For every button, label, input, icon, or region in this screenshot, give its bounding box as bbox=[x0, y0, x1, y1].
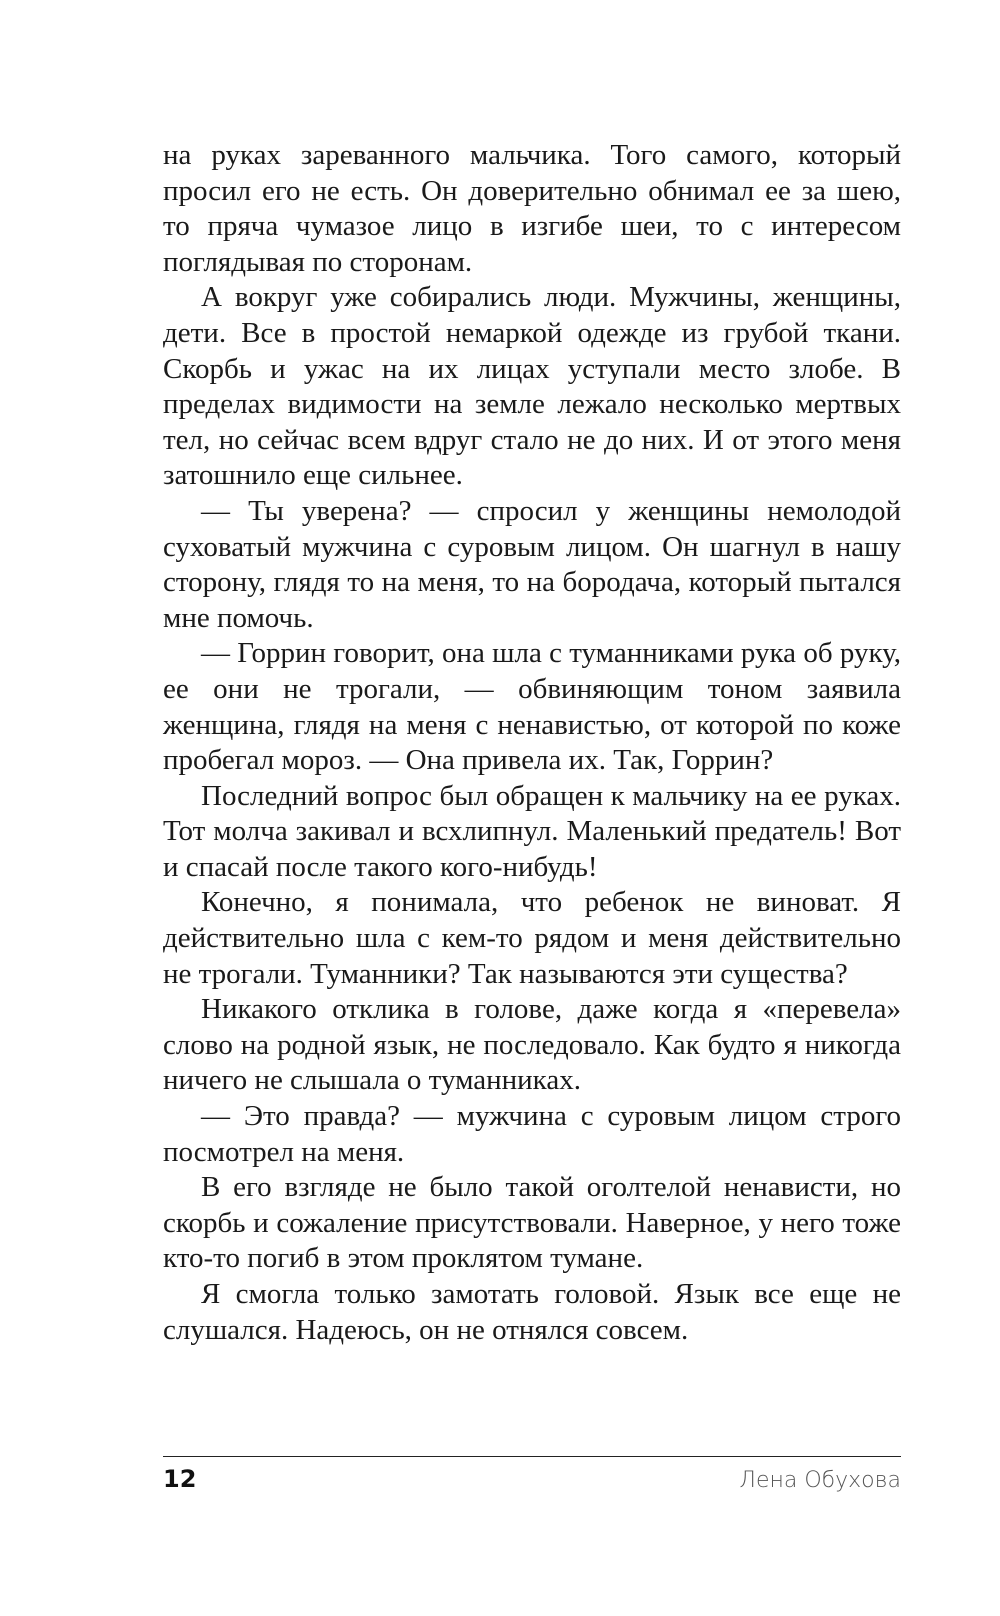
paragraph-6: Конечно, я понимала, что ребенок не виноват. Я действительно шла с кем-то рядом и меня действительно не трогали. Туманники? Так называются эти существа? bbox=[163, 886, 901, 990]
paragraph-8: — Это правда? — мужчина с суровым лицом строго посмотрел на меня. bbox=[163, 1100, 901, 1168]
paragraph-1: на руках зареванного мальчика. Того самого, который просил его не есть. Он доверительно обнимал ее за шею, то пряча чумазое лицо в изгибе шеи, то с интересом поглядывая по сторонам. bbox=[163, 139, 901, 278]
body-text bbox=[163, 138, 901, 1348]
paragraph-4: — Горрин говорит, она шла с туманниками рука об руку, ее они не трогали, — обвиняющим тоном заявила женщина, глядя на меня с ненавистью, от которой по коже пробегал мороз. — Она привела их. Так, Горрин? bbox=[163, 637, 901, 777]
page-footer bbox=[163, 1456, 901, 1493]
footer-rule bbox=[163, 1456, 901, 1457]
running-head-author: Лена Обухова bbox=[739, 1468, 901, 1493]
footer-row bbox=[163, 1465, 901, 1493]
paragraph-9: В его взгляде не было такой оголтелой ненависти, но скорбь и сожаление присутствовали. Наверное, у него тоже кто-то погиб в этом проклятом тумане. bbox=[163, 1171, 901, 1275]
paragraph-10: Я смогла только замотать головой. Язык все еще не слушался. Надеюсь, он не отнялся совсем. bbox=[163, 1278, 901, 1346]
page-number: 12 bbox=[163, 1465, 197, 1493]
paragraph-3: — Ты уверена? — спросил у женщины немолодой суховатый мужчина с суровым лицом. Он шагнул в нашу сторону, глядя то на меня, то на бородача, который пытался мне помочь. bbox=[163, 494, 901, 634]
paragraph-2: А вокруг уже собирались люди. Мужчины, женщины, дети. Все в простой немаркой одежде из грубой ткани. Скорбь и ужас на их лицах уступали место злобе. В пределах видимости на земле лежало несколько мертвых тел, но сейчас всем вдруг стало не до них. И от этого меня затошнило еще сильнее. bbox=[163, 281, 901, 492]
book-page-body bbox=[163, 138, 901, 1348]
paragraph-5: Последний вопрос был обращен к мальчику на ее руках. Тот молча закивал и всхлипнул. Маленький предатель! Вот и спасай после такого кого-нибудь! bbox=[163, 779, 901, 883]
paragraph-7: Никакого отклика в голове, даже когда я «перевела» слово на родной язык, не последовало. Как будто я никогда ничего не слышала о туманниках. bbox=[163, 993, 901, 1097]
